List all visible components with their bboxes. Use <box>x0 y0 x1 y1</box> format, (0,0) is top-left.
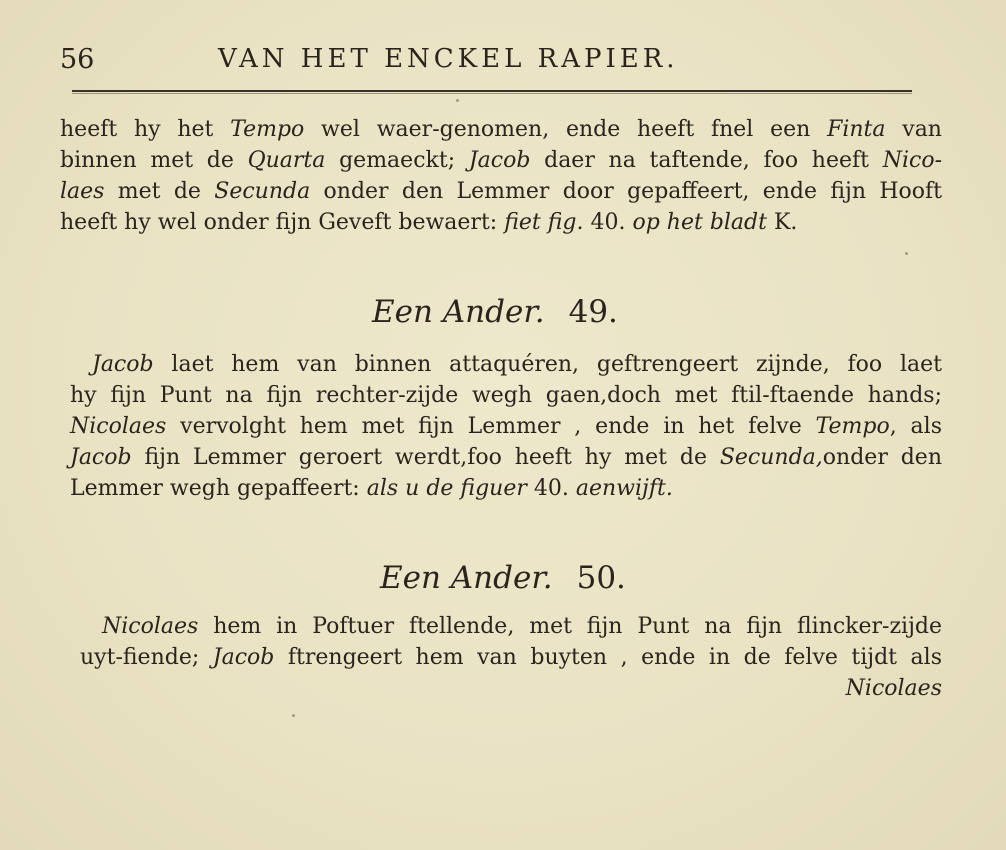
italic-text: Quarta <box>247 148 326 173</box>
text-line <box>80 642 942 673</box>
text-line <box>70 380 942 411</box>
roman-text: hy fijn Punt na fijn rechter-zijde wegh gaen,doch met ftil-ftaende hands; <box>70 383 942 408</box>
text-line <box>80 611 942 642</box>
roman-text: daer na taftende, foo heeft <box>530 148 883 173</box>
roman-text: gemaeckt; <box>325 148 469 173</box>
catchword <box>80 673 942 704</box>
roman-text: onder den Lemmer door gepaffeert, ende fijn Hooft <box>310 179 942 204</box>
roman-text: 40. <box>583 210 633 235</box>
roman-text: K. <box>766 210 798 235</box>
italic-text: als u de figuer <box>366 476 527 501</box>
page-number: 56 <box>60 44 95 75</box>
text-line <box>70 349 942 380</box>
running-title: VAN HET ENCKEL RAPIER. <box>218 44 679 74</box>
paper-speck <box>292 714 295 717</box>
roman-text: fijn Lemmer geroert werdt,foo heeft hy met de <box>131 445 720 470</box>
italic-text: aenwijft. <box>575 476 673 501</box>
section-heading-50 <box>380 560 626 596</box>
roman-text: uyt-fiende; <box>80 645 213 670</box>
italic-text: Finta <box>827 117 886 142</box>
text-line <box>70 442 942 473</box>
italic-text: Nicolaes <box>70 414 167 439</box>
roman-text: laet hem van binnen attaquéren, geftrengeert zijnde, foo laet <box>153 352 942 377</box>
italic-text: laes <box>60 179 105 204</box>
heading-number: 49. <box>568 294 618 330</box>
italic-text: Nico- <box>882 148 943 173</box>
heading-title: Een Ander. <box>372 294 545 330</box>
roman-text: 40. <box>526 476 576 501</box>
paragraph-2 <box>70 349 942 504</box>
paper-speck <box>456 99 459 102</box>
roman-text: heeft hy wel onder fijn Geveft bewaert: <box>60 210 505 235</box>
roman-text: heeft hy het <box>60 117 231 142</box>
roman-text: van <box>885 117 942 142</box>
italic-text: Nicolaes <box>102 614 199 639</box>
italic-text: Jacob <box>70 445 132 470</box>
roman-text: , als <box>889 414 942 439</box>
paper-speck <box>905 252 908 255</box>
roman-text: onder den <box>822 445 942 470</box>
header-rule <box>72 90 912 92</box>
roman-text: vervolght hem met fijn Lemmer , ende in het felve <box>166 414 816 439</box>
roman-text: Lemmer wegh gepaffeert: <box>70 476 367 501</box>
italic-text: op het bladt <box>632 210 767 235</box>
text-line <box>70 411 942 442</box>
paragraph-3 <box>80 611 942 704</box>
roman-text: wel waer-genomen, ende heeft fnel een <box>304 117 828 142</box>
italic-text: Tempo <box>815 414 890 439</box>
heading-number: 50. <box>576 560 626 596</box>
text-line <box>60 176 942 207</box>
text-line <box>70 473 942 504</box>
roman-text: met de <box>104 179 215 204</box>
text-line <box>60 145 942 176</box>
roman-text: hem in Poftuer ftellende, met fijn Punt na fijn flincker-zijde <box>198 614 942 639</box>
header-rule-shadow <box>72 93 912 94</box>
italic-text: Jacob <box>468 148 531 173</box>
paragraph-1 <box>60 114 942 238</box>
italic-text: Secunda, <box>719 445 823 470</box>
text-line <box>60 114 942 145</box>
page-header <box>60 44 940 84</box>
italic-text: Secunda <box>214 179 311 204</box>
italic-text: Nicolaes <box>845 676 942 701</box>
italic-text: Jacob <box>92 352 154 377</box>
italic-text: fiet fig. <box>504 210 584 235</box>
italic-text: Jacob <box>212 645 275 670</box>
italic-text: Tempo <box>230 117 305 142</box>
text-line <box>60 207 942 238</box>
section-heading-49 <box>372 294 618 330</box>
heading-title: Een Ander. <box>380 560 553 596</box>
roman-text: ftrengeert hem van buyten , ende in de felve tijdt als <box>274 645 942 670</box>
roman-text: binnen met de <box>60 148 248 173</box>
